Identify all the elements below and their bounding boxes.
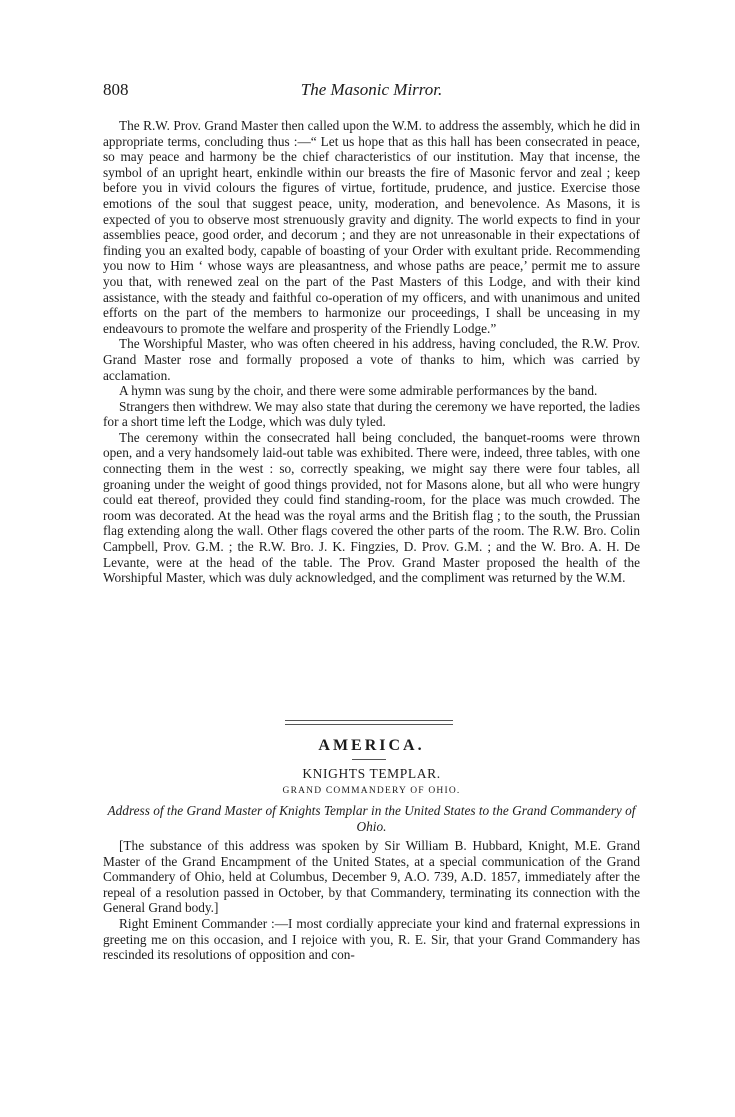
article-paragraph: Right Eminent Commander :—I most cordially appreciate your kind and fraternal expressions in greeting me on this occasion, and I rejoice with you, R. E. Sir, that your Grand Commandery has rescinded its resolutions of opposition and con- — [103, 915, 640, 963]
article-paragraph: The ceremony within the consecrated hall being concluded, the banquet-rooms were thrown open, and a very handsomely laid-out table was exhibited. There were, indeed, three tables, with one connecting them in the west : so, correctly speaking, we might say there were four tables, all groaning under the weight of good things provided, not for Masons alone, but all who were hungry could eat thereof, provided they could find standing-room, for the place was much crowded. The room was decorated. At the head was the royal arms and the British flag ; to the south, the Prussian flag extending along the wall. Other flags covered the other parts of the room. The R.W. Bro. Colin Campbell, Prov. G.M. ; the R.W. Bro. J. K. Fingzies, D. Prov. G.M. ; and the W. Bro. A. H. De Levante, were at the head of the table. The Prov. Grand Master proposed the health of the Worshipful Master, which was duly acknowledged, and the compliment was returned by the W.M. — [103, 429, 640, 586]
title-rule — [352, 759, 386, 760]
page-header — [103, 80, 640, 104]
divider-line — [285, 724, 453, 725]
article-paragraph: The Worshipful Master, who was often cheered in his address, having concluded, the R.W. Prov. Grand Master rose and formally proposed a vote of thanks to him, which was carried by acclamation. — [103, 336, 640, 383]
commandery-heading: GRAND COMMANDERY OF OHIO. — [282, 786, 461, 796]
section-divider — [285, 720, 453, 726]
article-paragraph: [The substance of this address was spoken by Sir William B. Hubbard, Knight, M.E. Grand Master of the Grand Encampment of the United States, at a special communication of the Grand Commandery of Ohio, held at Columbus, December 9, A.O. 739, A.D. 1857, immediately after the repeal of a resolution passed in October, by that Commandery, terminating its connection with the General Grand body.] — [103, 838, 640, 916]
running-title: The Masonic Mirror. — [300, 80, 443, 99]
lodge-article — [103, 118, 640, 586]
article-paragraph: Strangers then withdrew. We may also state that during the ceremony we have reported, the ladies for a short time left the Lodge, which was duly tyled. — [103, 398, 640, 430]
subsection-title: KNIGHTS TEMPLAR. — [302, 766, 441, 781]
article-paragraph: A hymn was sung by the choir, and there were some admirable performances by the band. — [119, 383, 598, 399]
america-article — [103, 838, 640, 963]
article-paragraph: The R.W. Prov. Grand Master then called upon the W.M. to address the assembly, which he did in appropriate terms, concluding thus :—“ Let us hope that as this hall has been consecrated in peace, so may peace and harmony be the chief characteristics of our institution. May that incense, the symbol of an upright heart, enkindle within our breasts the fire of Masonic fervor and zeal ; keep before you in vivid colours the figures of virtue, fortitude, prudence, and justice. Exercise those emotions of the soul that suggest peace, unity, moderation, and benevolence. As Masons, it is expected of you to observe most strenuously gravity and dignity. The world expects to find in your assemblies peace, good order, and decorum ; and they are not unreasonable in their expectations of finding you an exalted body, capable of boasting of your Order with exultant pride. Recommending you now to Him ‘ whose ways are pleasantness, and whose paths are peace,’ permit me to assure you that, with renewed zeal on the part of the Past Masters of this Lodge, and with their kind assistance, with the steady and faithful co-operation of my officers, and with unanimous and united efforts on the part of the members to harmonize our proceedings, I shall be unceasing in my endeavours to promote the welfare and prosperity of the Friendly Lodge.” — [103, 118, 640, 336]
divider-line — [285, 720, 453, 721]
section-title: AMERICA. — [318, 737, 425, 754]
address-title: Address of the Grand Master of Knights Templar in the United States to the Grand Commandery of Ohio. — [107, 803, 636, 834]
page-number: 808 — [103, 80, 129, 99]
